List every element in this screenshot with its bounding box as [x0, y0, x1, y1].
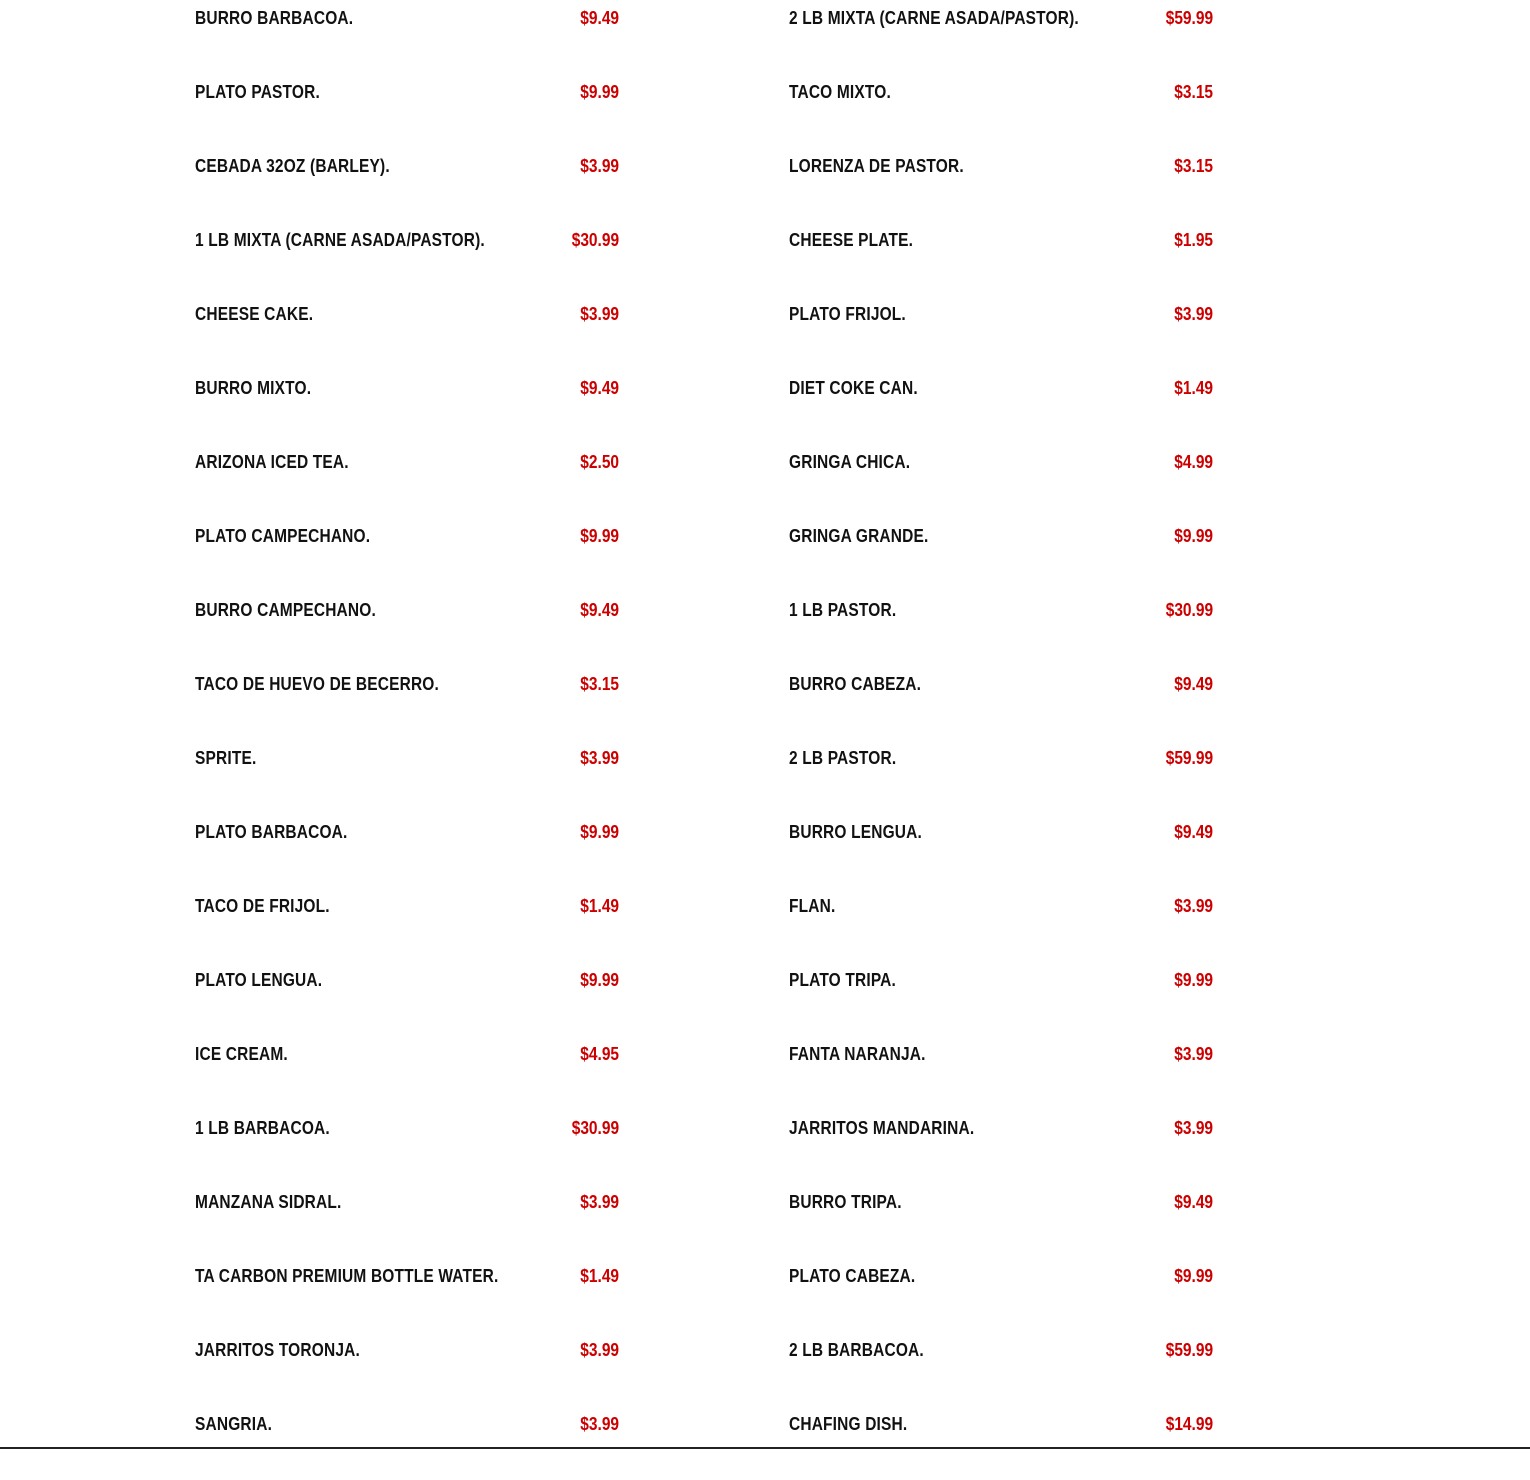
menu-item-name: TACO DE HUEVO DE BECERRO. [195, 674, 439, 694]
menu-item[interactable] [195, 1406, 619, 1480]
menu-item[interactable] [789, 1406, 1213, 1480]
menu-item[interactable] [195, 222, 619, 296]
menu-item-name: LORENZA DE PASTOR. [789, 156, 964, 176]
menu-item[interactable] [195, 888, 619, 962]
menu-item-name: BURRO TRIPA. [789, 1192, 902, 1212]
menu-item-price: $9.49 [580, 600, 619, 620]
menu-item[interactable] [789, 222, 1213, 296]
menu-item-price: $14.99 [1165, 1414, 1213, 1434]
menu-item-price: $3.99 [580, 1192, 619, 1212]
menu-item-price: $3.15 [1174, 156, 1213, 176]
menu-item-name: PLATO TRIPA. [789, 970, 896, 990]
menu-item-price: $9.99 [580, 82, 619, 102]
menu-item-name: GRINGA GRANDE. [789, 526, 929, 546]
menu-item-name: BURRO BARBACOA. [195, 8, 354, 28]
menu-item-name: PLATO BARBACOA. [195, 822, 348, 842]
menu-item[interactable] [195, 74, 619, 148]
menu-item-name: 1 LB BARBACOA. [195, 1118, 330, 1138]
menu-item[interactable] [789, 814, 1213, 888]
menu-item-price: $3.99 [1174, 304, 1213, 324]
menu-item-name: PLATO CAMPECHANO. [195, 526, 371, 546]
menu-item-name: CHEESE CAKE. [195, 304, 314, 324]
menu-item-price: $3.99 [580, 1340, 619, 1360]
menu-item-name: FANTA NARANJA. [789, 1044, 926, 1064]
menu-item-price: $59.99 [1165, 8, 1213, 28]
menu-item[interactable] [195, 296, 619, 370]
menu-item-price: $3.15 [580, 674, 619, 694]
menu-item[interactable] [195, 1110, 619, 1184]
menu-item[interactable] [195, 740, 619, 814]
menu-item-price: $3.99 [580, 304, 619, 324]
menu-item-name: CEBADA 32OZ (BARLEY). [195, 156, 390, 176]
menu-item[interactable] [195, 1036, 619, 1110]
menu-item[interactable] [789, 1036, 1213, 1110]
menu-item-name: BURRO CABEZA. [789, 674, 922, 694]
menu-item[interactable] [789, 962, 1213, 1036]
menu-item-name: DIET COKE CAN. [789, 378, 918, 398]
menu-item[interactable] [195, 592, 619, 666]
menu-item-name: 2 LB PASTOR. [789, 748, 897, 768]
menu-item-price: $9.99 [580, 526, 619, 546]
menu-item-price: $9.99 [580, 822, 619, 842]
menu-item[interactable] [195, 444, 619, 518]
menu-item[interactable] [195, 1258, 619, 1332]
menu-item-price: $9.49 [1174, 822, 1213, 842]
menu-item-name: PLATO FRIJOL. [789, 304, 906, 324]
menu-item-name: MANZANA SIDRAL. [195, 1192, 342, 1212]
menu-item-name: 1 LB PASTOR. [789, 600, 897, 620]
menu-item-price: $3.99 [580, 1414, 619, 1434]
menu-item[interactable] [789, 888, 1213, 962]
menu-item[interactable] [789, 666, 1213, 740]
menu-item[interactable] [195, 962, 619, 1036]
menu-item-name: PLATO CABEZA. [789, 1266, 916, 1286]
menu-item[interactable] [195, 370, 619, 444]
menu-item-name: TA CARBON PREMIUM BOTTLE WATER. [195, 1266, 499, 1286]
menu-item-name: 2 LB BARBACOA. [789, 1340, 924, 1360]
menu-column-left [195, 0, 619, 1480]
menu-item-name: ARIZONA ICED TEA. [195, 452, 349, 472]
menu-item-price: $3.99 [1174, 1118, 1213, 1138]
menu-item-price: $9.49 [580, 8, 619, 28]
menu-item[interactable] [789, 296, 1213, 370]
menu-item-price: $1.49 [1174, 378, 1213, 398]
menu-item-name: PLATO LENGUA. [195, 970, 323, 990]
menu-item-name: 1 LB MIXTA (CARNE ASADA/PASTOR). [195, 230, 485, 250]
menu-item-name: JARRITOS MANDARINA. [789, 1118, 975, 1138]
menu-item-name: GRINGA CHICA. [789, 452, 911, 472]
menu-item-price: $3.99 [580, 748, 619, 768]
menu-item[interactable] [195, 666, 619, 740]
menu-item[interactable] [789, 444, 1213, 518]
menu-item-price: $9.99 [1174, 1266, 1213, 1286]
menu-item[interactable] [789, 740, 1213, 814]
menu-item[interactable] [789, 1184, 1213, 1258]
menu-item-price: $30.99 [571, 1118, 619, 1138]
menu-item-price: $30.99 [571, 230, 619, 250]
menu-item-price: $9.49 [580, 378, 619, 398]
menu-item[interactable] [195, 1184, 619, 1258]
menu-item[interactable] [789, 518, 1213, 592]
menu-item-name: TACO MIXTO. [789, 82, 891, 102]
menu-item-price: $59.99 [1165, 1340, 1213, 1360]
menu-item-price: $1.49 [580, 896, 619, 916]
menu-item-price: $1.49 [580, 1266, 619, 1286]
menu-item[interactable] [195, 148, 619, 222]
menu-item[interactable] [195, 1332, 619, 1406]
menu-item[interactable] [789, 370, 1213, 444]
menu-item-name: SANGRIA. [195, 1414, 273, 1434]
menu-item-price: $2.50 [580, 452, 619, 472]
menu-item-name: TACO DE FRIJOL. [195, 896, 330, 916]
menu-item-price: $4.99 [1174, 452, 1213, 472]
menu-item-name: ICE CREAM. [195, 1044, 288, 1064]
menu-item-price: $3.99 [1174, 896, 1213, 916]
menu-item-name: FLAN. [789, 896, 836, 916]
menu-column-right [789, 0, 1213, 1480]
menu-item-name: JARRITOS TORONJA. [195, 1340, 360, 1360]
menu-item-name: 2 LB MIXTA (CARNE ASADA/PASTOR). [789, 8, 1079, 28]
menu-item-price: $9.99 [1174, 970, 1213, 990]
menu-item-name: PLATO PASTOR. [195, 82, 320, 102]
menu-item[interactable] [789, 148, 1213, 222]
menu-item-name: BURRO MIXTO. [195, 378, 312, 398]
menu-item-price: $59.99 [1165, 748, 1213, 768]
menu-item-price: $9.49 [1174, 1192, 1213, 1212]
menu-item-price: $9.99 [580, 970, 619, 990]
menu-item-name: CHEESE PLATE. [789, 230, 914, 250]
menu-item-name: BURRO CAMPECHANO. [195, 600, 376, 620]
bottom-divider [0, 1447, 1530, 1449]
menu-item-price: $4.95 [580, 1044, 619, 1064]
menu-item-name: SPRITE. [195, 748, 257, 768]
menu-item-price: $9.49 [1174, 674, 1213, 694]
menu-item[interactable] [789, 592, 1213, 666]
menu-item-price: $3.99 [1174, 1044, 1213, 1064]
menu-item-price: $3.99 [580, 156, 619, 176]
menu-item[interactable] [789, 74, 1213, 148]
menu-item-price: $9.99 [1174, 526, 1213, 546]
menu-item-price: $1.95 [1174, 230, 1213, 250]
menu-item[interactable] [789, 1332, 1213, 1406]
menu-item[interactable] [195, 814, 619, 888]
menu-item[interactable] [195, 518, 619, 592]
menu-item-name: BURRO LENGUA. [789, 822, 922, 842]
menu-item[interactable] [789, 1110, 1213, 1184]
menu-item-name: CHAFING DISH. [789, 1414, 908, 1434]
menu-item[interactable] [195, 0, 619, 74]
menu-item-price: $3.15 [1174, 82, 1213, 102]
menu-item[interactable] [789, 0, 1213, 74]
menu-item[interactable] [789, 1258, 1213, 1332]
menu-item-price: $30.99 [1165, 600, 1213, 620]
